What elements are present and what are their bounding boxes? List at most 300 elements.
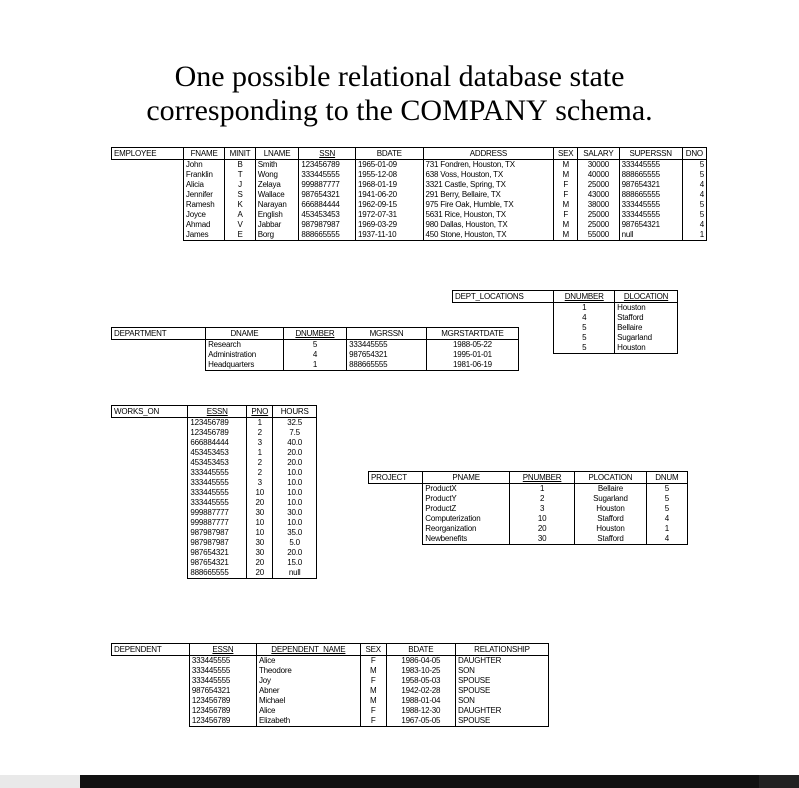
employee-header-ssn: SSN xyxy=(299,148,356,160)
project-cell-pnumber: 1 xyxy=(510,484,575,495)
department-header-mgrstartdate: MGRSTARTDATE xyxy=(426,328,518,340)
employee-cell-superssn: 333445555 xyxy=(619,200,682,210)
works-on-cell-essn: 888665555 xyxy=(188,568,247,579)
employee-cell-minit: T xyxy=(225,170,256,180)
title-line-1: One possible relational database state xyxy=(174,60,625,93)
works-on-row xyxy=(112,438,317,448)
project-row xyxy=(369,484,688,495)
works-on-cell-pno: 30 xyxy=(247,538,273,548)
row-spacer xyxy=(112,468,188,478)
department-header-dname: DNAME xyxy=(206,328,284,340)
row-spacer xyxy=(112,340,206,351)
dependent-cell-relationship: SPOUSE xyxy=(455,686,548,696)
works-on-cell-hours: 30.0 xyxy=(273,508,317,518)
dept-locations-cell-dnumber: 5 xyxy=(554,333,615,343)
employee-cell-sex: M xyxy=(554,160,578,171)
dependent-row xyxy=(112,716,549,727)
row-spacer xyxy=(453,313,554,323)
employee-cell-superssn: 333445555 xyxy=(619,160,682,171)
employee-row xyxy=(112,230,707,241)
row-spacer xyxy=(112,418,188,429)
works-on-cell-essn: 999887777 xyxy=(188,508,247,518)
dependent-cell-essn: 123456789 xyxy=(189,696,256,706)
row-spacer xyxy=(112,360,206,371)
dependent-cell-essn: 333445555 xyxy=(189,666,256,676)
employee-cell-fname: John xyxy=(183,160,224,171)
employee-cell-lname: Zelaya xyxy=(255,180,299,190)
department-cell-dnumber: 5 xyxy=(283,340,346,351)
row-spacer xyxy=(112,696,190,706)
department-cell-dname: Research xyxy=(206,340,284,351)
department-cell-dname: Headquarters xyxy=(206,360,284,371)
dependent-cell-bdate: 1983-10-25 xyxy=(386,666,455,676)
employee-cell-salary: 25000 xyxy=(578,180,619,190)
works-on-table xyxy=(111,405,317,579)
project-cell-dnum: 5 xyxy=(646,484,687,495)
employee-cell-minit: S xyxy=(225,190,256,200)
employee-cell-salary: 43000 xyxy=(578,190,619,200)
works-on-cell-essn: 333445555 xyxy=(188,468,247,478)
dependent-cell-bdate: 1942-02-28 xyxy=(386,686,455,696)
dependent-relation-name: DEPENDENT xyxy=(112,644,190,656)
department-cell-mgrstartdate: 1988-05-22 xyxy=(426,340,518,351)
employee-cell-lname: Borg xyxy=(255,230,299,241)
works-on-cell-pno: 2 xyxy=(247,458,273,468)
employee-cell-salary: 40000 xyxy=(578,170,619,180)
employee-cell-bdate: 1962-09-15 xyxy=(355,200,423,210)
department-header-dnumber: DNUMBER xyxy=(283,328,346,340)
dept-locations-cell-dlocation: Houston xyxy=(615,343,678,354)
employee-cell-address: 980 Dallas, Houston, TX xyxy=(423,220,554,230)
employee-cell-address: 3321 Castle, Spring, TX xyxy=(423,180,554,190)
row-spacer xyxy=(369,494,423,504)
project-cell-pnumber: 2 xyxy=(510,494,575,504)
employee-header-fname: FNAME xyxy=(183,148,224,160)
dependent-cell-relationship: SON xyxy=(455,696,548,706)
employee-cell-address: 450 Stone, Houston, TX xyxy=(423,230,554,241)
row-spacer xyxy=(453,303,554,314)
bottom-bar xyxy=(0,775,799,788)
row-spacer xyxy=(112,716,190,727)
works-on-cell-hours: 10.0 xyxy=(273,488,317,498)
employee-cell-bdate: 1968-01-19 xyxy=(355,180,423,190)
dependent-cell-dependent-name: Alice xyxy=(256,706,360,716)
employee-cell-superssn: 888665555 xyxy=(619,190,682,200)
employee-row xyxy=(112,180,707,190)
works-on-header-pno: PNO xyxy=(247,406,273,418)
works-on-row xyxy=(112,548,317,558)
project-cell-pnumber: 20 xyxy=(510,524,575,534)
employee-relation-name: EMPLOYEE xyxy=(112,148,184,160)
employee-cell-minit: A xyxy=(225,210,256,220)
employee-cell-address: 731 Fondren, Houston, TX xyxy=(423,160,554,171)
works-on-cell-essn: 453453453 xyxy=(188,448,247,458)
dependent-header-bdate: BDATE xyxy=(386,644,455,656)
works-on-cell-pno: 30 xyxy=(247,508,273,518)
works-on-cell-essn: 987987987 xyxy=(188,528,247,538)
works-on-cell-hours: 20.0 xyxy=(273,448,317,458)
dept-locations-row xyxy=(453,303,678,314)
employee-cell-ssn: 453453453 xyxy=(299,210,356,220)
dependent-cell-dependent-name: Michael xyxy=(256,696,360,706)
row-spacer xyxy=(112,428,188,438)
project-row xyxy=(369,514,688,524)
employee-cell-fname: Joyce xyxy=(183,210,224,220)
employee-header-address: ADDRESS xyxy=(423,148,554,160)
department-row xyxy=(112,360,519,371)
works-on-cell-essn: 333445555 xyxy=(188,498,247,508)
project-cell-pnumber: 3 xyxy=(510,504,575,514)
project-header-dnum: DNUM xyxy=(646,472,687,484)
department-row xyxy=(112,350,519,360)
row-spacer xyxy=(112,528,188,538)
department-cell-mgrssn: 888665555 xyxy=(347,360,427,371)
employee-cell-ssn: 666884444 xyxy=(299,200,356,210)
employee-cell-bdate: 1955-12-08 xyxy=(355,170,423,180)
dependent-header-essn: ESSN xyxy=(189,644,256,656)
employee-cell-dno: 4 xyxy=(682,190,706,200)
dept-locations-cell-dnumber: 5 xyxy=(554,343,615,354)
dependent-cell-bdate: 1988-01-04 xyxy=(386,696,455,706)
works-on-cell-hours: 7.5 xyxy=(273,428,317,438)
row-spacer xyxy=(112,230,184,241)
dept-locations-cell-dnumber: 1 xyxy=(554,303,615,314)
dept-locations-cell-dlocation: Bellaire xyxy=(615,323,678,333)
employee-cell-address: 291 Berry, Bellaire, TX xyxy=(423,190,554,200)
dept-locations-cell-dlocation: Sugarland xyxy=(615,333,678,343)
dept-locations-row xyxy=(453,313,678,323)
project-cell-dnum: 5 xyxy=(646,504,687,514)
project-cell-plocation: Sugarland xyxy=(575,494,647,504)
dependent-cell-dependent-name: Elizabeth xyxy=(256,716,360,727)
works-on-cell-essn: 987654321 xyxy=(188,548,247,558)
works-on-cell-hours: 10.0 xyxy=(273,498,317,508)
row-spacer xyxy=(369,514,423,524)
employee-cell-superssn: 987654321 xyxy=(619,180,682,190)
employee-header-salary: SALARY xyxy=(578,148,619,160)
row-spacer xyxy=(112,538,188,548)
project-cell-pnumber: 10 xyxy=(510,514,575,524)
works-on-cell-pno: 1 xyxy=(247,418,273,429)
project-header-plocation: PLOCATION xyxy=(575,472,647,484)
works-on-cell-pno: 20 xyxy=(247,558,273,568)
works-on-cell-hours: 10.0 xyxy=(273,468,317,478)
employee-cell-lname: Wong xyxy=(255,170,299,180)
dept-locations-header-dnumber: DNUMBER xyxy=(554,291,615,303)
works-on-row xyxy=(112,518,317,528)
department-cell-mgrstartdate: 1981-06-19 xyxy=(426,360,518,371)
works-on-row xyxy=(112,478,317,488)
row-spacer xyxy=(112,488,188,498)
employee-cell-salary: 25000 xyxy=(578,220,619,230)
works-on-row xyxy=(112,428,317,438)
employee-row xyxy=(112,190,707,200)
dept-locations-cell-dnumber: 5 xyxy=(554,323,615,333)
row-spacer xyxy=(112,220,184,230)
employee-cell-fname: Ahmad xyxy=(183,220,224,230)
department-cell-mgrstartdate: 1995-01-01 xyxy=(426,350,518,360)
employee-cell-bdate: 1972-07-31 xyxy=(355,210,423,220)
works-on-cell-pno: 3 xyxy=(247,438,273,448)
employee-row xyxy=(112,200,707,210)
employee-cell-lname: Wallace xyxy=(255,190,299,200)
project-cell-dnum: 1 xyxy=(646,524,687,534)
dependent-cell-relationship: SPOUSE xyxy=(455,716,548,727)
dependent-cell-relationship: DAUGHTER xyxy=(455,656,548,667)
dependent-row xyxy=(112,686,549,696)
employee-header-lname: LNAME xyxy=(255,148,299,160)
works-on-cell-hours: 20.0 xyxy=(273,458,317,468)
dependent-cell-essn: 987654321 xyxy=(189,686,256,696)
employee-cell-dno: 1 xyxy=(682,230,706,241)
dependent-cell-sex: M xyxy=(360,666,386,676)
department-table xyxy=(111,327,519,371)
department-header-mgrssn: MGRSSN xyxy=(347,328,427,340)
department-row xyxy=(112,340,519,351)
project-header-pnumber: PNUMBER xyxy=(510,472,575,484)
dependent-header-dependent-name: DEPENDENT_NAME xyxy=(256,644,360,656)
employee-cell-superssn: 987654321 xyxy=(619,220,682,230)
employee-cell-superssn: 333445555 xyxy=(619,210,682,220)
employee-cell-salary: 38000 xyxy=(578,200,619,210)
dependent-row xyxy=(112,656,549,667)
employee-header-superssn: SUPERSSN xyxy=(619,148,682,160)
employee-cell-minit: K xyxy=(225,200,256,210)
works-on-cell-hours: 5.0 xyxy=(273,538,317,548)
works-on-cell-pno: 30 xyxy=(247,548,273,558)
dependent-cell-sex: F xyxy=(360,706,386,716)
project-cell-plocation: Houston xyxy=(575,504,647,514)
employee-cell-fname: Franklin xyxy=(183,170,224,180)
employee-cell-sex: M xyxy=(554,200,578,210)
works-on-cell-essn: 987987987 xyxy=(188,538,247,548)
works-on-cell-hours: 40.0 xyxy=(273,438,317,448)
employee-row xyxy=(112,220,707,230)
works-on-cell-pno: 10 xyxy=(247,528,273,538)
employee-cell-address: 638 Voss, Houston, TX xyxy=(423,170,554,180)
employee-header-minit: MINIT xyxy=(225,148,256,160)
dependent-row xyxy=(112,666,549,676)
employee-cell-sex: F xyxy=(554,180,578,190)
employee-cell-sex: F xyxy=(554,190,578,200)
project-cell-dnum: 4 xyxy=(646,534,687,545)
employee-cell-minit: E xyxy=(225,230,256,241)
works-on-row xyxy=(112,508,317,518)
project-cell-pnumber: 30 xyxy=(510,534,575,545)
employee-cell-dno: 5 xyxy=(682,160,706,171)
row-spacer xyxy=(112,180,184,190)
dependent-cell-relationship: SON xyxy=(455,666,548,676)
department-cell-mgrssn: 333445555 xyxy=(347,340,427,351)
works-on-cell-essn: 333445555 xyxy=(188,478,247,488)
row-spacer xyxy=(112,686,190,696)
project-cell-pname: Computerization xyxy=(423,514,510,524)
dependent-cell-bdate: 1986-04-05 xyxy=(386,656,455,667)
department-cell-dname: Administration xyxy=(206,350,284,360)
employee-cell-bdate: 1965-01-09 xyxy=(355,160,423,171)
department-cell-mgrssn: 987654321 xyxy=(347,350,427,360)
dependent-cell-bdate: 1988-12-30 xyxy=(386,706,455,716)
works-on-cell-pno: 10 xyxy=(247,488,273,498)
dependent-cell-dependent-name: Abner xyxy=(256,686,360,696)
employee-cell-address: 5631 Rice, Houston, TX xyxy=(423,210,554,220)
project-table xyxy=(368,471,688,545)
project-row xyxy=(369,524,688,534)
employee-cell-fname: Jennifer xyxy=(183,190,224,200)
dependent-cell-sex: F xyxy=(360,656,386,667)
works-on-row xyxy=(112,528,317,538)
employee-cell-sex: M xyxy=(554,230,578,241)
row-spacer xyxy=(369,504,423,514)
works-on-cell-essn: 333445555 xyxy=(188,488,247,498)
project-cell-plocation: Bellaire xyxy=(575,484,647,495)
works-on-cell-essn: 453453453 xyxy=(188,458,247,468)
dependent-cell-essn: 333445555 xyxy=(189,676,256,686)
employee-cell-fname: Ramesh xyxy=(183,200,224,210)
works-on-row xyxy=(112,488,317,498)
dependent-cell-essn: 123456789 xyxy=(189,716,256,727)
employee-cell-sex: F xyxy=(554,210,578,220)
row-spacer xyxy=(112,458,188,468)
works-on-row xyxy=(112,468,317,478)
works-on-cell-hours: 20.0 xyxy=(273,548,317,558)
dependent-cell-dependent-name: Theodore xyxy=(256,666,360,676)
works-on-cell-essn: 987654321 xyxy=(188,558,247,568)
works-on-row xyxy=(112,458,317,468)
row-spacer xyxy=(112,190,184,200)
employee-row xyxy=(112,160,707,171)
employee-cell-bdate: 1969-03-29 xyxy=(355,220,423,230)
dependent-header-sex: SEX xyxy=(360,644,386,656)
employee-cell-bdate: 1937-11-10 xyxy=(355,230,423,241)
bottom-bar-left xyxy=(0,775,80,788)
row-spacer xyxy=(112,170,184,180)
works-on-cell-hours: 10.0 xyxy=(273,478,317,488)
project-header-pname: PNAME xyxy=(423,472,510,484)
dependent-cell-sex: M xyxy=(360,696,386,706)
project-relation-name: PROJECT xyxy=(369,472,423,484)
dependent-table xyxy=(111,643,549,727)
employee-cell-fname: James xyxy=(183,230,224,241)
row-spacer xyxy=(112,160,184,171)
department-cell-dnumber: 4 xyxy=(283,350,346,360)
row-spacer xyxy=(112,210,184,220)
employee-row xyxy=(112,210,707,220)
employee-cell-minit: B xyxy=(225,160,256,171)
employee-table xyxy=(111,147,707,241)
dept-locations-cell-dlocation: Stafford xyxy=(615,313,678,323)
works-on-cell-pno: 20 xyxy=(247,568,273,579)
project-cell-plocation: Stafford xyxy=(575,514,647,524)
row-spacer xyxy=(369,534,423,545)
project-cell-pname: Newbenefits xyxy=(423,534,510,545)
works-on-row xyxy=(112,568,317,579)
row-spacer xyxy=(112,558,188,568)
employee-cell-lname: Jabbar xyxy=(255,220,299,230)
title-line-2-pre: corresponding to the xyxy=(146,94,393,127)
employee-cell-sex: M xyxy=(554,170,578,180)
works-on-cell-pno: 3 xyxy=(247,478,273,488)
works-on-header-essn: ESSN xyxy=(188,406,247,418)
row-spacer xyxy=(112,568,188,579)
row-spacer xyxy=(112,706,190,716)
project-cell-plocation: Stafford xyxy=(575,534,647,545)
project-row xyxy=(369,494,688,504)
project-cell-plocation: Houston xyxy=(575,524,647,534)
employee-cell-ssn: 333445555 xyxy=(299,170,356,180)
works-on-cell-pno: 10 xyxy=(247,518,273,528)
employee-cell-fname: Alicia xyxy=(183,180,224,190)
works-on-relation-name: WORKS_ON xyxy=(112,406,188,418)
row-spacer xyxy=(112,548,188,558)
employee-cell-superssn: 888665555 xyxy=(619,170,682,180)
employee-cell-dno: 4 xyxy=(682,180,706,190)
dependent-cell-relationship: DAUGHTER xyxy=(455,706,548,716)
dependent-cell-dependent-name: Alice xyxy=(256,656,360,667)
dependent-cell-essn: 333445555 xyxy=(189,656,256,667)
dependent-cell-relationship: SPOUSE xyxy=(455,676,548,686)
dept-locations-header-dlocation: DLOCATION xyxy=(615,291,678,303)
works-on-cell-essn: 123456789 xyxy=(188,418,247,429)
dept-locations-relation-name: DEPT_LOCATIONS xyxy=(453,291,554,303)
dependent-row xyxy=(112,696,549,706)
employee-cell-salary: 55000 xyxy=(578,230,619,241)
row-spacer xyxy=(112,448,188,458)
title-schema-name: COMPANY xyxy=(400,94,548,127)
row-spacer xyxy=(112,676,190,686)
row-spacer xyxy=(112,666,190,676)
row-spacer xyxy=(369,484,423,495)
works-on-cell-hours: null xyxy=(273,568,317,579)
works-on-header-hours: HOURS xyxy=(273,406,317,418)
employee-cell-minit: V xyxy=(225,220,256,230)
employee-cell-lname: Smith xyxy=(255,160,299,171)
dependent-cell-sex: F xyxy=(360,716,386,727)
project-row xyxy=(369,534,688,545)
bottom-bar-right xyxy=(759,775,799,788)
works-on-cell-pno: 20 xyxy=(247,498,273,508)
row-spacer xyxy=(112,498,188,508)
department-relation-name: DEPARTMENT xyxy=(112,328,206,340)
project-cell-dnum: 4 xyxy=(646,514,687,524)
works-on-cell-essn: 666884444 xyxy=(188,438,247,448)
works-on-row xyxy=(112,418,317,429)
works-on-row xyxy=(112,538,317,548)
dependent-row xyxy=(112,706,549,716)
row-spacer xyxy=(112,508,188,518)
works-on-cell-pno: 1 xyxy=(247,448,273,458)
employee-cell-superssn: null xyxy=(619,230,682,241)
title-line-2 xyxy=(0,94,799,128)
employee-cell-address: 975 Fire Oak, Humble, TX xyxy=(423,200,554,210)
works-on-row xyxy=(112,558,317,568)
dept-locations-cell-dlocation: Houston xyxy=(615,303,678,314)
works-on-row xyxy=(112,448,317,458)
works-on-cell-pno: 2 xyxy=(247,468,273,478)
employee-cell-dno: 4 xyxy=(682,220,706,230)
works-on-cell-hours: 32.5 xyxy=(273,418,317,429)
row-spacer xyxy=(112,350,206,360)
works-on-cell-pno: 2 xyxy=(247,428,273,438)
works-on-cell-essn: 123456789 xyxy=(188,428,247,438)
employee-header-bdate: BDATE xyxy=(355,148,423,160)
dependent-row xyxy=(112,676,549,686)
row-spacer xyxy=(112,478,188,488)
employee-cell-dno: 5 xyxy=(682,210,706,220)
employee-cell-dno: 5 xyxy=(682,200,706,210)
works-on-cell-essn: 999887777 xyxy=(188,518,247,528)
employee-cell-minit: J xyxy=(225,180,256,190)
